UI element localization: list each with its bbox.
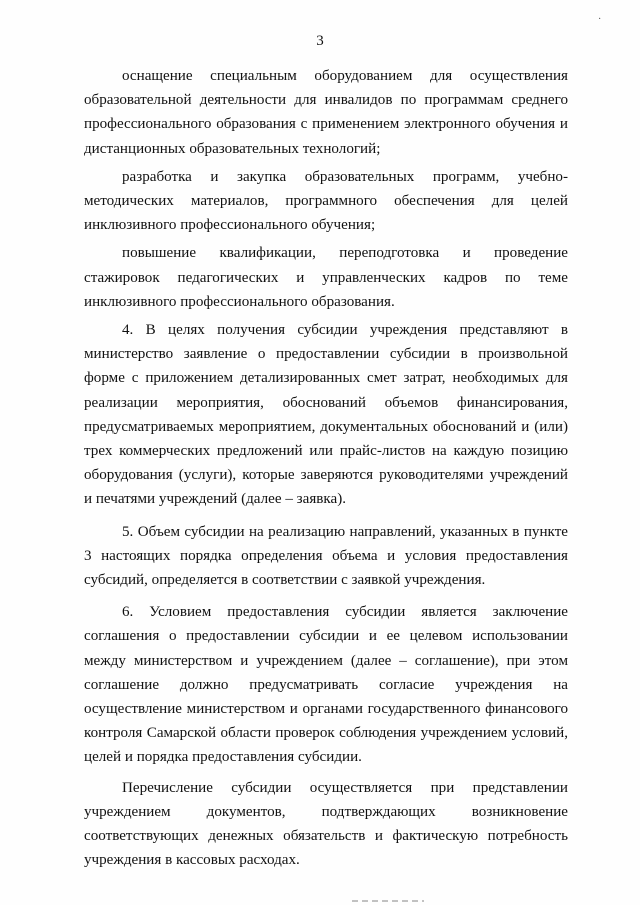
paragraph-item-4: 4. В целях получения субсидии учреждения представляют в министерство заявление о предоставлении субсидии в произвольной форме с приложением детализированных смет затрат, необходимых для реализации мероприятия, обоснований объемов финансирования, предусматриваемых мероприятием, документальных обоснований и (или) трех коммерческих предложений или прайс-листов на каждую позицию оборудования (услуги), которые заверяются руководителями учреждений и печатями учреждений (далее – заявка). bbox=[84, 322, 568, 508]
paragraph-transfer: Перечисление субсидии осуществляется при представлении учреждением документов, подтверждающих возникновение соответствующих денежных обязательств и фактическую потребность учреждения в кассовых расходах. bbox=[84, 779, 568, 869]
paragraph-item-6: 6. Условием предоставления субсидии является заключение соглашения о предоставлении субсидии и ее целевом использовании между министерством и учреждением (далее – соглашение), при этом соглашение должно предусматривать согласие учреждения на осуществление министерством и органами государственного финансового контроля Самарской области проверок соблюдения учреждением условий, целей и порядка предоставления субсидии. bbox=[84, 604, 568, 766]
paragraph-equipment: оснащение специальным оборудованием для осуществления образовательной деятельности для инвалидов по программам среднего профессионального образования с применением электронного обучения и дистанционных образовательных технологий; bbox=[84, 68, 568, 157]
document-body bbox=[84, 64, 568, 873]
page-number: 3 bbox=[316, 33, 324, 49]
scan-mark: · bbox=[598, 14, 602, 25]
paragraph-programs: разработка и закупка образовательных программ, учебно-методических материалов, программного обеспечения для целей инклюзивного профессионального обучения; bbox=[84, 168, 568, 234]
scan-artifact bbox=[352, 900, 424, 902]
paragraph-item-5: 5. Объем субсидии на реализацию направлений, указанных в пункте 3 настоящих порядка определения объема и условия предоставления субсидий, определяется в соответствии с заявкой учреждения. bbox=[84, 523, 568, 589]
paragraph-qualification: повышение квалификации, переподготовка и проведение стажировок педагогических и управленческих кадров по теме инклюзивного профессионального образования. bbox=[84, 245, 568, 310]
